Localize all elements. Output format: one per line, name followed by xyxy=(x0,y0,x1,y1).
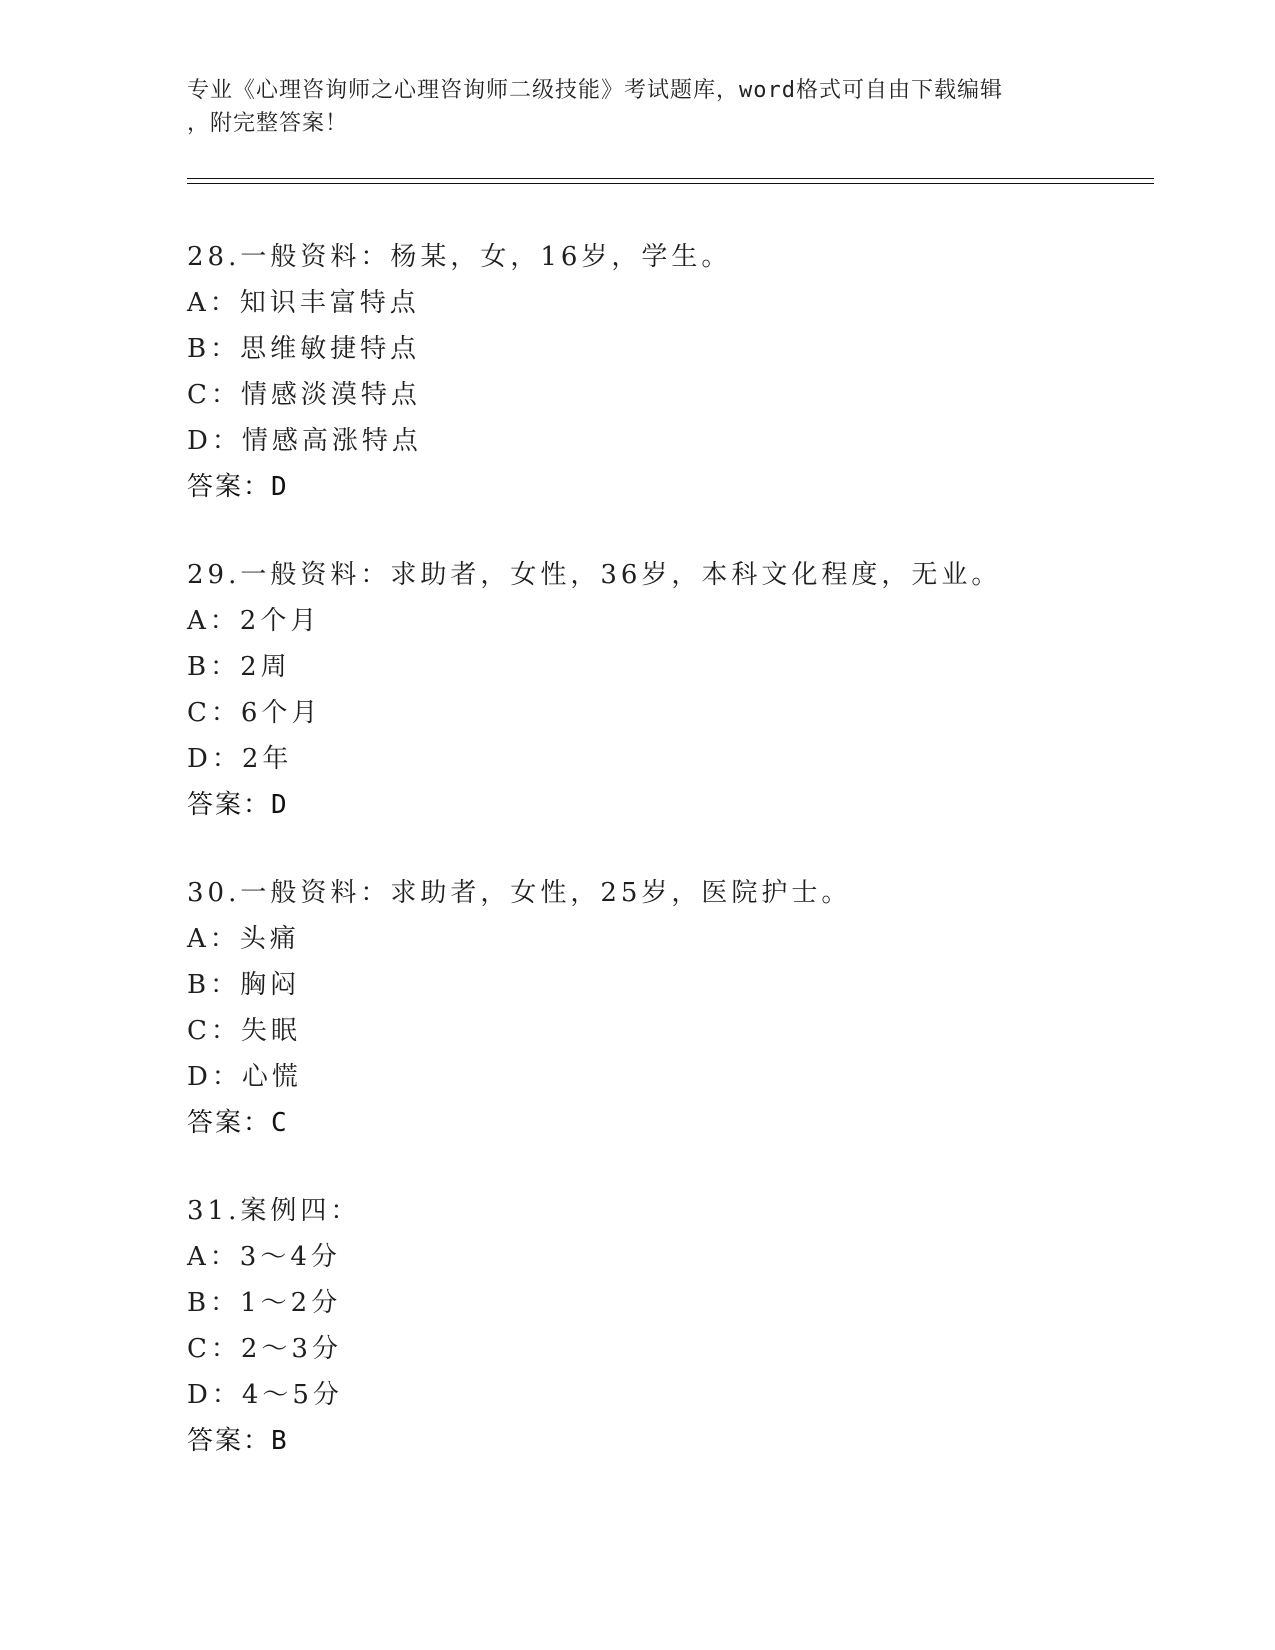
option-d: D：2年 xyxy=(187,744,293,774)
header-line-1: 专业《心理咨询师之心理咨询师二级技能》考试题库，word格式可自由下载编辑 xyxy=(187,78,1003,103)
answer-line xyxy=(187,1418,1147,1464)
option-b: B：2周 xyxy=(187,652,291,682)
answer-line xyxy=(187,464,1147,510)
question-stem: 29.一般资料：求助者，女性，36岁，本科文化程度，无业。 xyxy=(187,560,1002,590)
option-a: A：头痛 xyxy=(187,924,300,954)
question-list xyxy=(187,234,1147,1506)
option-d: D：4～5分 xyxy=(187,1380,343,1410)
option-d: D：心慌 xyxy=(187,1062,302,1092)
option-a: A：3～4分 xyxy=(187,1242,341,1272)
answer-line xyxy=(187,1100,1147,1146)
header-line-2: ，附完整答案！ xyxy=(187,111,349,136)
option-c: C：失眠 xyxy=(187,1016,301,1046)
header-divider-top xyxy=(187,178,1154,179)
answer-value: C xyxy=(271,1108,287,1138)
answer-label: 答案： xyxy=(187,1426,272,1456)
option-b: B：胸闷 xyxy=(187,970,301,1000)
document-header xyxy=(187,74,1087,140)
option-c: C：2～3分 xyxy=(187,1334,342,1364)
question-stem: 31.案例四： xyxy=(187,1196,361,1226)
question-stem: 28.一般资料：杨某，女，16岁，学生。 xyxy=(187,242,732,272)
question-31 xyxy=(187,1188,1147,1464)
answer-line xyxy=(187,782,1147,828)
question-29 xyxy=(187,552,1147,828)
option-d: D：情感高涨特点 xyxy=(187,426,422,456)
option-a: A：2个月 xyxy=(187,606,321,636)
option-c: C：6个月 xyxy=(187,698,322,728)
answer-label: 答案： xyxy=(187,1108,272,1138)
answer-value: D xyxy=(271,472,287,502)
option-a: A：知识丰富特点 xyxy=(187,288,420,318)
question-stem: 30.一般资料：求助者，女性，25岁，医院护士。 xyxy=(187,878,852,908)
option-b: B：1～2分 xyxy=(187,1288,342,1318)
answer-value: B xyxy=(271,1426,287,1456)
answer-label: 答案： xyxy=(187,472,272,502)
answer-label: 答案： xyxy=(187,790,272,820)
answer-value: D xyxy=(271,790,287,820)
option-b: B：思维敏捷特点 xyxy=(187,334,421,364)
question-28 xyxy=(187,234,1147,510)
header-divider-bottom xyxy=(187,183,1154,184)
option-c: C：情感淡漠特点 xyxy=(187,380,421,410)
question-30 xyxy=(187,870,1147,1146)
